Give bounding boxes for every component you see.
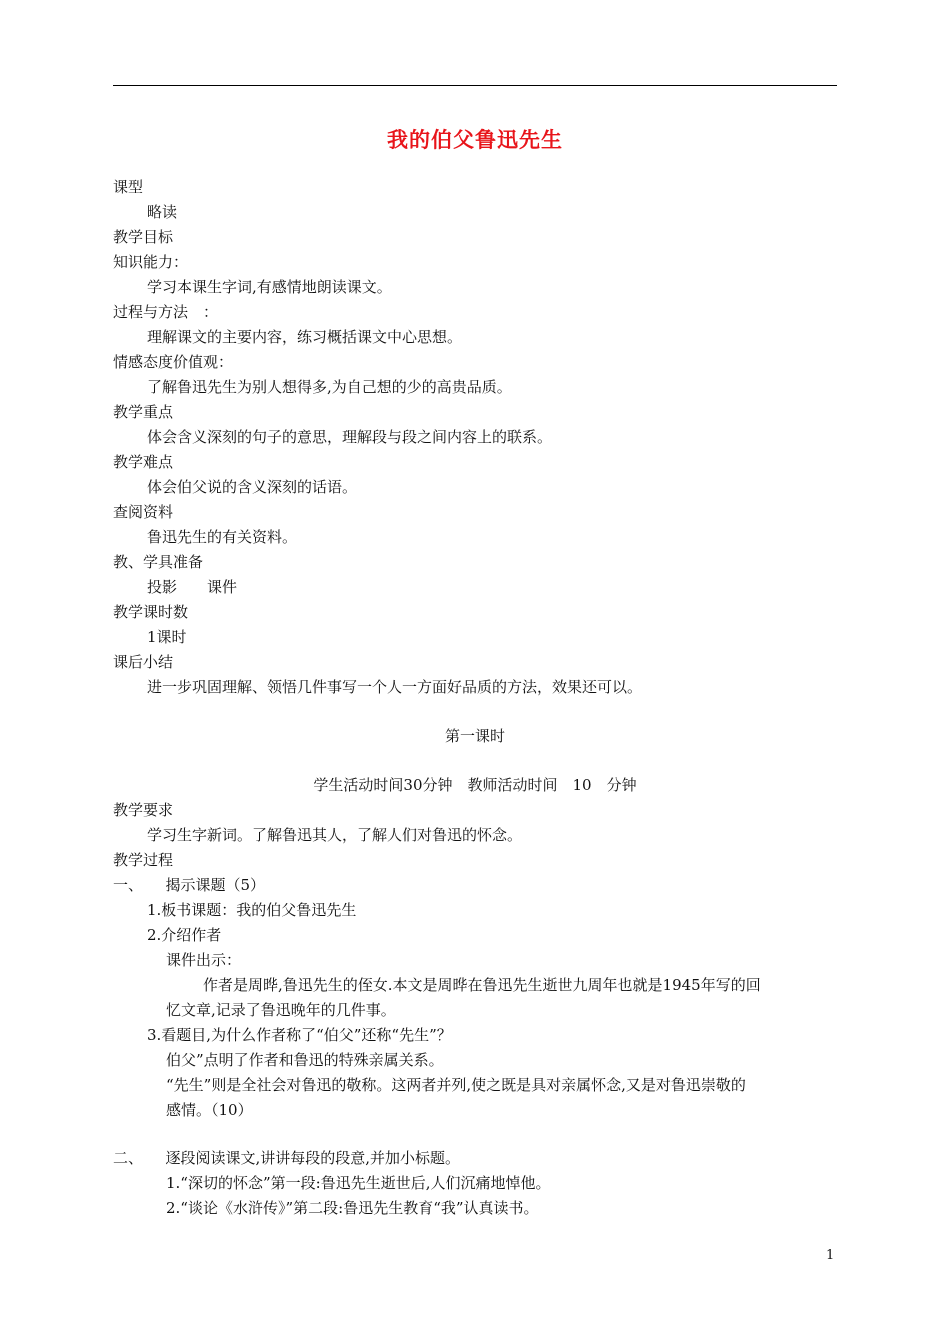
heading-teaching-process: 教学过程: [113, 851, 174, 869]
heading-teaching-aids: 教、学具准备: [113, 553, 204, 571]
page-number: 1: [826, 1248, 835, 1263]
heading-knowledge-ability: 知识能力：: [113, 253, 189, 271]
step-1-2: 2.介绍作者: [147, 926, 222, 944]
heading-summary: 课后小结: [113, 653, 174, 671]
heading-requirements: 教学要求: [113, 801, 174, 819]
text-knowledge-ability: 学习本课生字词,有感情地朗读课文。: [147, 278, 392, 296]
step-1-1: 1.板书课题：我的伯父鲁迅先生: [147, 901, 357, 919]
header-rule: [113, 85, 837, 86]
heading-teaching-goals: 教学目标: [113, 228, 174, 246]
heading-class-hours: 教学课时数: [113, 603, 189, 621]
explanation-uncle: 伯父”点明了作者和鲁迅的特殊亲属关系。: [166, 1051, 444, 1069]
text-summary: 进一步巩固理解、领悟几件事写一个人一方面好品质的方法，效果还可以。: [147, 678, 643, 696]
courseware-label: 课件出示：: [166, 951, 242, 969]
section-title-first-lesson: 第一课时: [444, 727, 505, 745]
text-process-method: 理解课文的主要内容，练习概括课文中心思想。: [147, 328, 463, 346]
step-one-heading: 一、 揭示课题（5）: [113, 876, 266, 894]
author-intro-line2: 忆文章,记录了鲁迅晚年的几件事。: [166, 1001, 396, 1019]
text-key-points: 体会含义深刻的句子的意思，理解段与段之间内容上的联系。: [147, 428, 553, 446]
text-requirements: 学习生字新词。了解鲁迅其人，了解人们对鲁迅的怀念。: [147, 826, 523, 844]
step-two-heading: 二、 逐段阅读课文,讲讲每段的段意,并加小标题。: [113, 1149, 461, 1167]
text-difficulties: 体会伯父说的含义深刻的话语。: [147, 478, 358, 496]
step-1-3: 3.看题目,为什么作者称了“伯父”还称“先生”？: [147, 1026, 452, 1044]
explanation-sir-line2: 感情。（10）: [166, 1101, 253, 1119]
heading-key-points: 教学重点: [113, 403, 174, 421]
activity-time: 学生活动时间30分钟 教师活动时间 10 分钟: [313, 776, 637, 794]
text-teaching-aids: 投影 课件: [147, 578, 238, 596]
heading-references: 查阅资料: [113, 503, 174, 521]
text-class-hours: 1课时: [147, 628, 187, 646]
text-attitude-values: 了解鲁迅先生为别人想得多,为自己想的少的高贵品质。: [147, 378, 512, 396]
heading-difficulties: 教学难点: [113, 453, 174, 471]
text-lesson-type: 略读: [147, 203, 178, 221]
heading-lesson-type: 课型: [113, 178, 144, 196]
explanation-sir-line1: “先生”则是全社会对鲁迅的敬称。这两者并列,使之既是具对亲属怀念,又是对鲁迅崇敬的: [166, 1076, 746, 1094]
document-title: 我的伯父鲁迅先生: [387, 128, 563, 152]
author-intro-line1: 作者是周晔,鲁迅先生的侄女.本文是周晔在鲁迅先生逝世九周年也就是1945年写的回: [203, 976, 761, 994]
text-references: 鲁迅先生的有关资料。: [147, 528, 298, 546]
step-2-2: 2.“谈论《水浒传》”第二段:鲁迅先生教育“我”认真读书。: [166, 1199, 539, 1217]
step-2-1: 1.“深切的怀念”第一段:鲁迅先生逝世后,人们沉痛地悼他。: [166, 1174, 551, 1192]
heading-attitude-values: 情感态度价值观：: [113, 353, 234, 371]
heading-process-method: 过程与方法 ：: [113, 303, 219, 321]
